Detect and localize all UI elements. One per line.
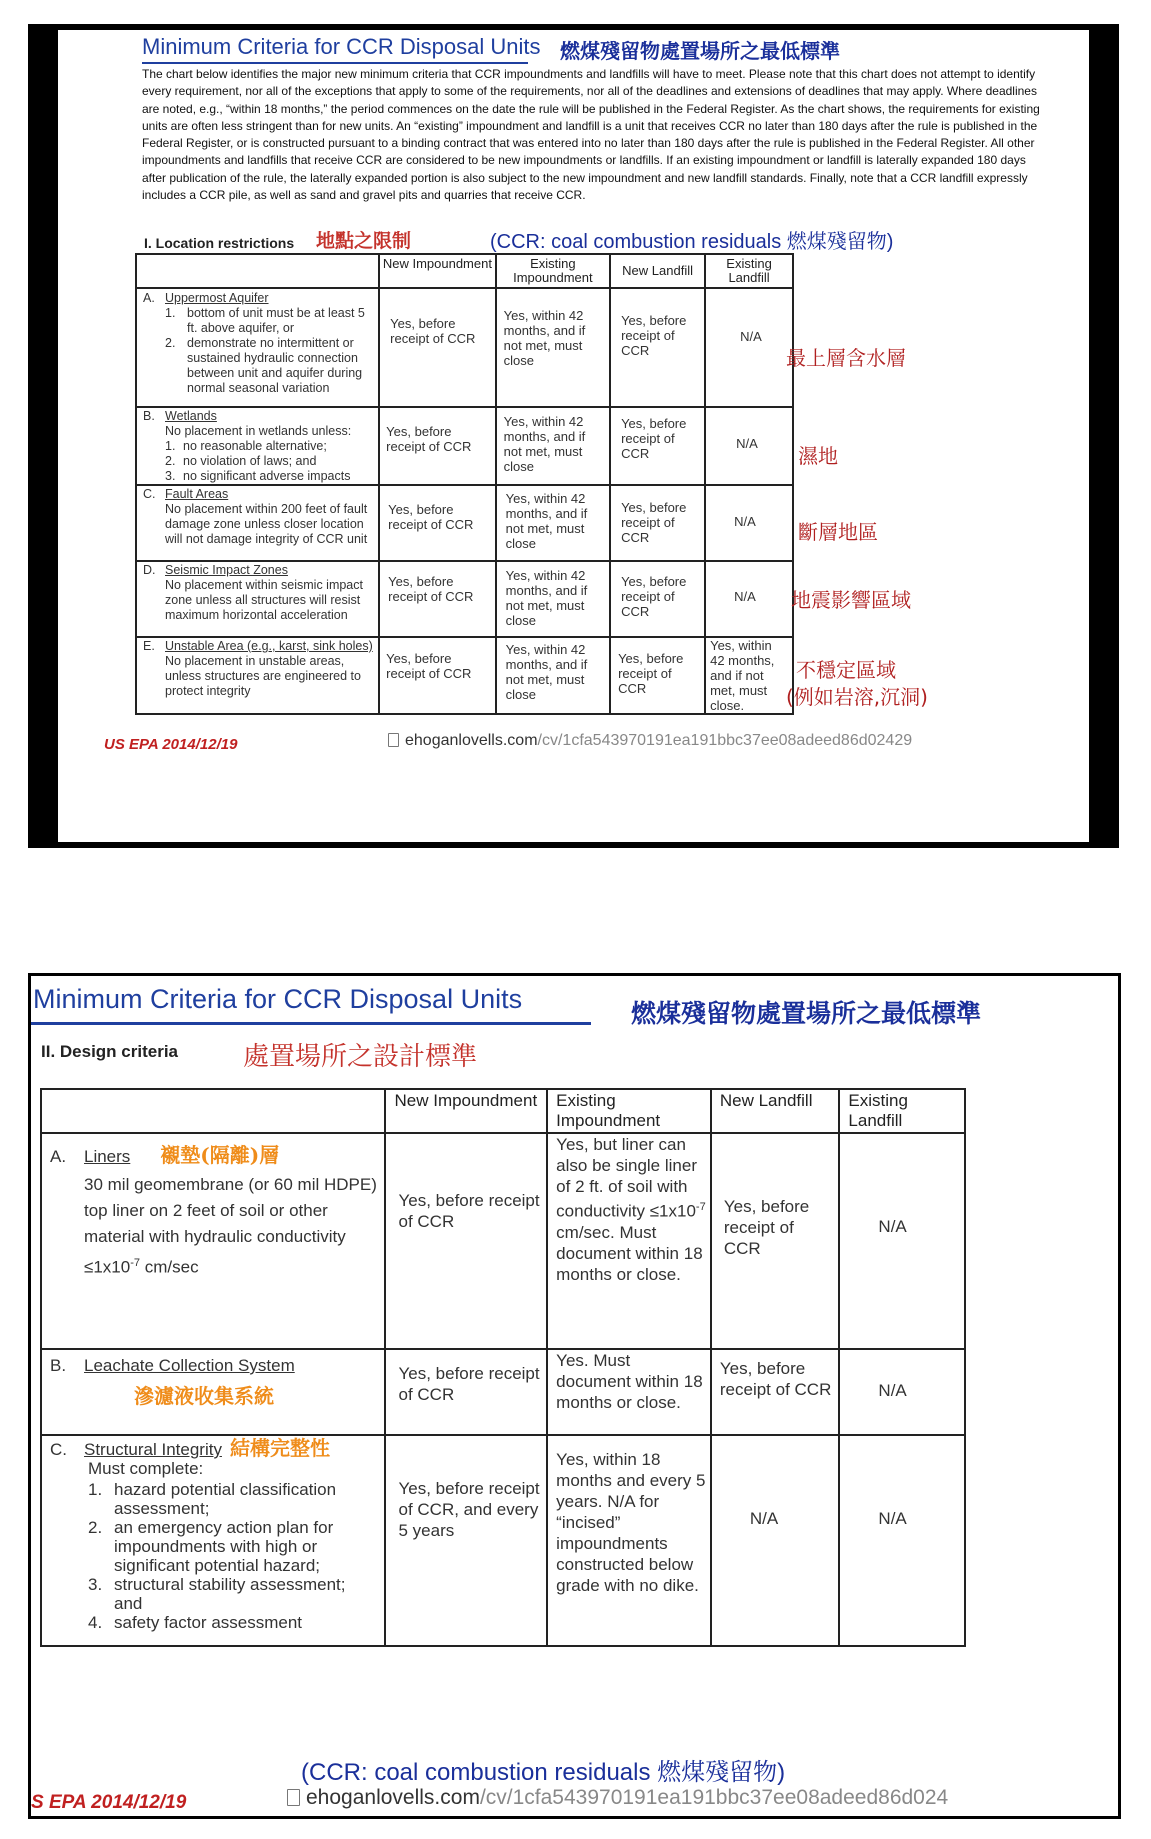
header-new-landfill: New Landfill bbox=[711, 1089, 840, 1133]
criterion-cell bbox=[136, 561, 379, 637]
existing-text-tail: cm/sec. Must document within 18 months or close. bbox=[556, 1222, 703, 1284]
header-blank bbox=[136, 254, 379, 288]
table-header-row bbox=[136, 254, 793, 288]
item-number: 3. bbox=[88, 1575, 103, 1594]
conductivity-exponent: -7 bbox=[130, 1257, 141, 1269]
new-impoundment-cell: Yes, before receipt of CCR bbox=[385, 1349, 547, 1435]
slide-title: Minimum Criteria for CCR Disposal Units bbox=[142, 34, 541, 59]
existing-impoundment-cell bbox=[547, 1133, 711, 1349]
existing-landfill-cell: N/A bbox=[839, 1133, 965, 1349]
row-title-zh: 滲濾液收集系統 bbox=[134, 1384, 274, 1408]
url-path: /cv/1cfa543970191ea191bbc37ee08adeed86d024 bbox=[479, 1786, 949, 1809]
intro-paragraph: The chart below identifies the major new minimum criteria that CCR impoundments and landfills will have to meet. Please note that this chart does not attempt to identify every requirement, nor all of the exceptions that apply to some of the requirements, nor all of the deadlines and extensions of deadlines that may apply. Where deadlines are noted, e.g., “within 18 months,” the period commences on the date the rule will be published in the Federal Register. As the chart shows, the requirements for existing units are often less stringent than for new units. An “existing” impoundment and landfill is a unit that receives CCR no later than 180 days after the rule is published in the Federal Register, or is constructed pursuant to a binding contract that was entered into no later than 180 days after the rule is published in the Federal Register. All other impoundments and landfills that receive CCR are considered to be new impoundments or landfills. If an existing impoundment or landfill is laterally expanded 180 days after publication of the rule, the laterally expanded portion is also subject to the new impoundment and new landfill standards. Finally, note that a CCR landfill expressly includes a CCR pile, as well as sand and gravel pits and quarries that receive CCR. bbox=[142, 67, 1040, 203]
new-landfill-cell: Yes, before receipt of CCR bbox=[610, 288, 705, 407]
item-text: demonstrate no intermittent or sustained hydraulic connection between unit and aquifer during normal seasonal variation bbox=[187, 336, 363, 395]
existing-impoundment-cell: Yes, within 42 months, and if not met, must close bbox=[496, 288, 610, 407]
new-impoundment-cell: Yes, before receipt of CCR bbox=[379, 637, 495, 714]
table-row bbox=[136, 561, 793, 637]
row-letter: A. bbox=[143, 291, 155, 305]
row-letter: C. bbox=[143, 487, 156, 501]
new-impoundment-cell: Yes, before receipt of CCR, and every 5 years bbox=[385, 1435, 547, 1646]
item-number: 1. bbox=[165, 439, 176, 453]
criterion-list bbox=[143, 306, 374, 396]
document-icon bbox=[388, 733, 399, 747]
existing-landfill-cell: N/A bbox=[705, 485, 793, 561]
new-landfill-cell: Yes, before receipt of CCR bbox=[610, 485, 705, 561]
list-item bbox=[165, 439, 374, 454]
row-title: Unstable Area (e.g., karst, sink holes) bbox=[165, 639, 373, 653]
new-impoundment-cell: Yes, before receipt of CCR bbox=[379, 485, 495, 561]
table-row bbox=[41, 1133, 965, 1349]
criterion-text-main: 30 mil geomembrane (or 60 mil HDPE) top liner on 2 feet of soil or other material with hydraulic conductivity bbox=[84, 1175, 377, 1246]
source-url bbox=[388, 732, 912, 750]
existing-impoundment-cell: Yes, within 18 months and every 5 years. N/A for “incised” impoundments constructed below grade with no dike. bbox=[547, 1435, 711, 1646]
document-icon bbox=[287, 1789, 300, 1806]
criterion-cell bbox=[136, 485, 379, 561]
row-letter: B. bbox=[50, 1356, 67, 1375]
slide-design-criteria bbox=[28, 973, 1121, 1819]
list-item bbox=[88, 1613, 378, 1632]
section-heading: II. Design criteria bbox=[41, 1042, 178, 1061]
table-row bbox=[136, 485, 793, 561]
source-url bbox=[287, 1786, 948, 1810]
existing-impoundment-cell: Yes, within 42 months, and if not met, must close bbox=[496, 485, 610, 561]
list-item bbox=[165, 469, 374, 484]
existing-landfill-cell: N/A bbox=[705, 561, 793, 637]
item-number: 2. bbox=[165, 336, 176, 350]
location-restrictions-table bbox=[135, 253, 794, 715]
row-title: Uppermost Aquifer bbox=[165, 291, 269, 305]
slide-content bbox=[58, 30, 1089, 842]
criterion-cell bbox=[41, 1349, 385, 1435]
annotation-zh-unstable: 不穩定區域 bbox=[796, 658, 896, 682]
title-zh: 燃煤殘留物處置場所之最低標準 bbox=[631, 999, 982, 1028]
new-landfill-cell: N/A bbox=[711, 1435, 840, 1646]
existing-conductivity-exponent: -7 bbox=[695, 1201, 706, 1213]
list-item bbox=[165, 336, 374, 396]
title-zh: 燃煤殘留物處置場所之最低標準 bbox=[560, 39, 840, 63]
annotation-zh-wetlands: 濕地 bbox=[798, 444, 838, 468]
url-path: /cv/1cfa543970191ea191bbc37ee08adeed86d02429 bbox=[537, 732, 913, 749]
item-text: safety factor assessment bbox=[114, 1613, 303, 1632]
item-text: no significant adverse impacts bbox=[183, 469, 351, 483]
item-text: no violation of laws; and bbox=[183, 454, 317, 468]
footer-source: US EPA 2014/12/19 bbox=[104, 736, 238, 753]
list-item bbox=[88, 1575, 378, 1613]
annotation-zh-unstable-examples: (例如岩溶,沉洞) bbox=[786, 685, 928, 709]
new-impoundment-cell: Yes, before receipt of CCR bbox=[385, 1133, 547, 1349]
criterion-text: No placement within 200 feet of fault damage zone unless closer location will not damage integrity of CCR unit bbox=[165, 502, 368, 546]
conductivity-unit: cm/sec bbox=[140, 1257, 199, 1277]
existing-impoundment-cell: Yes, within 42 months, and if not met, must close bbox=[496, 637, 610, 714]
existing-conductivity-value: ≤1x10 bbox=[649, 1201, 696, 1221]
list-item bbox=[88, 1480, 378, 1518]
criterion-cell bbox=[136, 288, 379, 407]
url-domain: ehoganlovells.com bbox=[405, 732, 538, 749]
item-text: structural stability assessment; and bbox=[114, 1575, 346, 1613]
table-row bbox=[41, 1435, 965, 1646]
criterion-cell bbox=[41, 1435, 385, 1646]
list-item bbox=[88, 1518, 378, 1575]
row-letter: D. bbox=[143, 563, 156, 577]
slide-location-restrictions bbox=[28, 24, 1119, 848]
footer-source: S EPA 2014/12/19 bbox=[31, 1792, 187, 1813]
table-row bbox=[136, 407, 793, 485]
criterion-cell bbox=[136, 637, 379, 714]
item-text: hazard potential classification assessment; bbox=[114, 1480, 337, 1518]
new-landfill-cell: Yes, before receipt of CCR bbox=[610, 561, 705, 637]
criterion-text bbox=[50, 1172, 378, 1281]
item-number: 4. bbox=[88, 1613, 103, 1632]
header-existing-landfill: Existing Landfill bbox=[839, 1089, 965, 1133]
item-number: 1. bbox=[165, 306, 176, 320]
new-impoundment-cell: Yes, before receipt of CCR bbox=[379, 561, 495, 637]
criterion-cell bbox=[41, 1133, 385, 1349]
table-row bbox=[136, 288, 793, 407]
table-row bbox=[136, 637, 793, 714]
slide-title: Minimum Criteria for CCR Disposal Units bbox=[33, 984, 523, 1014]
criterion-text: No placement within seismic impact zone unless all structures will resist maximum horizontal acceleration bbox=[165, 578, 363, 622]
header-existing-impoundment: Existing Impoundment bbox=[496, 254, 610, 288]
design-criteria-table bbox=[40, 1088, 966, 1647]
row-letter: C. bbox=[50, 1440, 67, 1459]
criterion-text: Must complete: bbox=[88, 1459, 204, 1478]
item-text: bottom of unit must be at least 5 ft. above aquifer, or bbox=[187, 306, 365, 335]
row-title: Wetlands bbox=[165, 409, 217, 423]
existing-impoundment-cell: Yes. Must document within 18 months or close. bbox=[547, 1349, 711, 1435]
url-domain: ehoganlovells.com bbox=[306, 1786, 480, 1809]
row-title: Fault Areas bbox=[165, 487, 229, 501]
section-heading-zh: 處置場所之設計標準 bbox=[243, 1042, 478, 1072]
row-letter: B. bbox=[143, 409, 155, 423]
row-letter: E. bbox=[143, 639, 155, 653]
existing-text-main: Yes, but liner can also be single liner of 2 ft. of soil with conductivity bbox=[556, 1135, 697, 1221]
criterion-list bbox=[50, 1480, 378, 1632]
existing-landfill-cell: Yes, within 42 months, and if not met, must close. bbox=[705, 637, 793, 714]
header-new-impoundment: New Impoundment bbox=[385, 1089, 547, 1133]
table-header-row bbox=[41, 1089, 965, 1133]
row-title: Liners bbox=[84, 1147, 131, 1166]
criterion-cell bbox=[136, 407, 379, 485]
section-heading: I. Location restrictions bbox=[144, 235, 295, 251]
row-title: Structural Integrity bbox=[84, 1440, 222, 1459]
new-landfill-cell: Yes, before receipt of CCR bbox=[610, 407, 705, 485]
item-text: no reasonable alternative; bbox=[183, 439, 327, 453]
title-underline bbox=[142, 62, 528, 64]
header-existing-impoundment: Existing Impoundment bbox=[547, 1089, 711, 1133]
list-item bbox=[165, 454, 374, 469]
row-title-zh: 襯墊(隔離)層 bbox=[160, 1143, 280, 1167]
item-text: an emergency action plan for impoundments with high or significant potential hazard; bbox=[114, 1518, 334, 1575]
new-landfill-cell: Yes, before receipt of CCR bbox=[711, 1133, 840, 1349]
new-impoundment-cell: Yes, before receipt of CCR bbox=[379, 288, 495, 407]
new-landfill-cell: Yes, before receipt of CCR bbox=[711, 1349, 840, 1435]
header-existing-landfill: Existing Landfill bbox=[705, 254, 793, 288]
criterion-text: No placement in wetlands unless: bbox=[165, 424, 352, 438]
existing-impoundment-cell: Yes, within 42 months, and if not met, must close bbox=[496, 407, 610, 485]
existing-landfill-cell: N/A bbox=[705, 288, 793, 407]
header-new-impoundment: New Impoundment bbox=[379, 254, 495, 288]
table-row bbox=[41, 1349, 965, 1435]
annotation-zh-seismic: 地震影響區域 bbox=[791, 588, 911, 612]
slide-content bbox=[31, 976, 1118, 1816]
criterion-text: No placement in unstable areas, unless structures are engineered to protect integrity bbox=[165, 654, 361, 698]
row-title: Seismic Impact Zones bbox=[165, 563, 288, 577]
new-landfill-cell: Yes, before receipt of CCR bbox=[610, 637, 705, 714]
existing-landfill-cell: N/A bbox=[705, 407, 793, 485]
existing-landfill-cell: N/A bbox=[839, 1435, 965, 1646]
new-impoundment-cell: Yes, before receipt of CCR bbox=[379, 407, 495, 485]
ccr-note: (CCR: coal combustion residuals 燃煤殘留物) bbox=[490, 231, 894, 253]
section-heading-zh: 地點之限制 bbox=[316, 230, 412, 252]
item-number: 1. bbox=[88, 1480, 103, 1499]
list-item bbox=[165, 306, 374, 336]
item-number: 2. bbox=[165, 454, 176, 468]
existing-landfill-cell: N/A bbox=[839, 1349, 965, 1435]
header-blank bbox=[41, 1089, 385, 1133]
row-letter: A. bbox=[50, 1147, 67, 1166]
criterion-list bbox=[143, 439, 374, 484]
item-number: 2. bbox=[88, 1518, 103, 1537]
item-number: 3. bbox=[165, 469, 176, 483]
conductivity-value: ≤1x10 bbox=[84, 1257, 131, 1277]
row-title: Leachate Collection System bbox=[84, 1356, 295, 1375]
header-new-landfill: New Landfill bbox=[610, 254, 705, 288]
title-underline bbox=[31, 1022, 591, 1025]
row-title-zh: 結構完整性 bbox=[229, 1436, 330, 1460]
existing-impoundment-cell: Yes, within 42 months, and if not met, must close bbox=[496, 561, 610, 637]
ccr-note: (CCR: coal combustion residuals 燃煤殘留物) bbox=[301, 1759, 786, 1786]
annotation-zh-aquifer: 最上層含水層 bbox=[786, 346, 906, 370]
annotation-zh-fault: 斷層地區 bbox=[798, 520, 878, 544]
